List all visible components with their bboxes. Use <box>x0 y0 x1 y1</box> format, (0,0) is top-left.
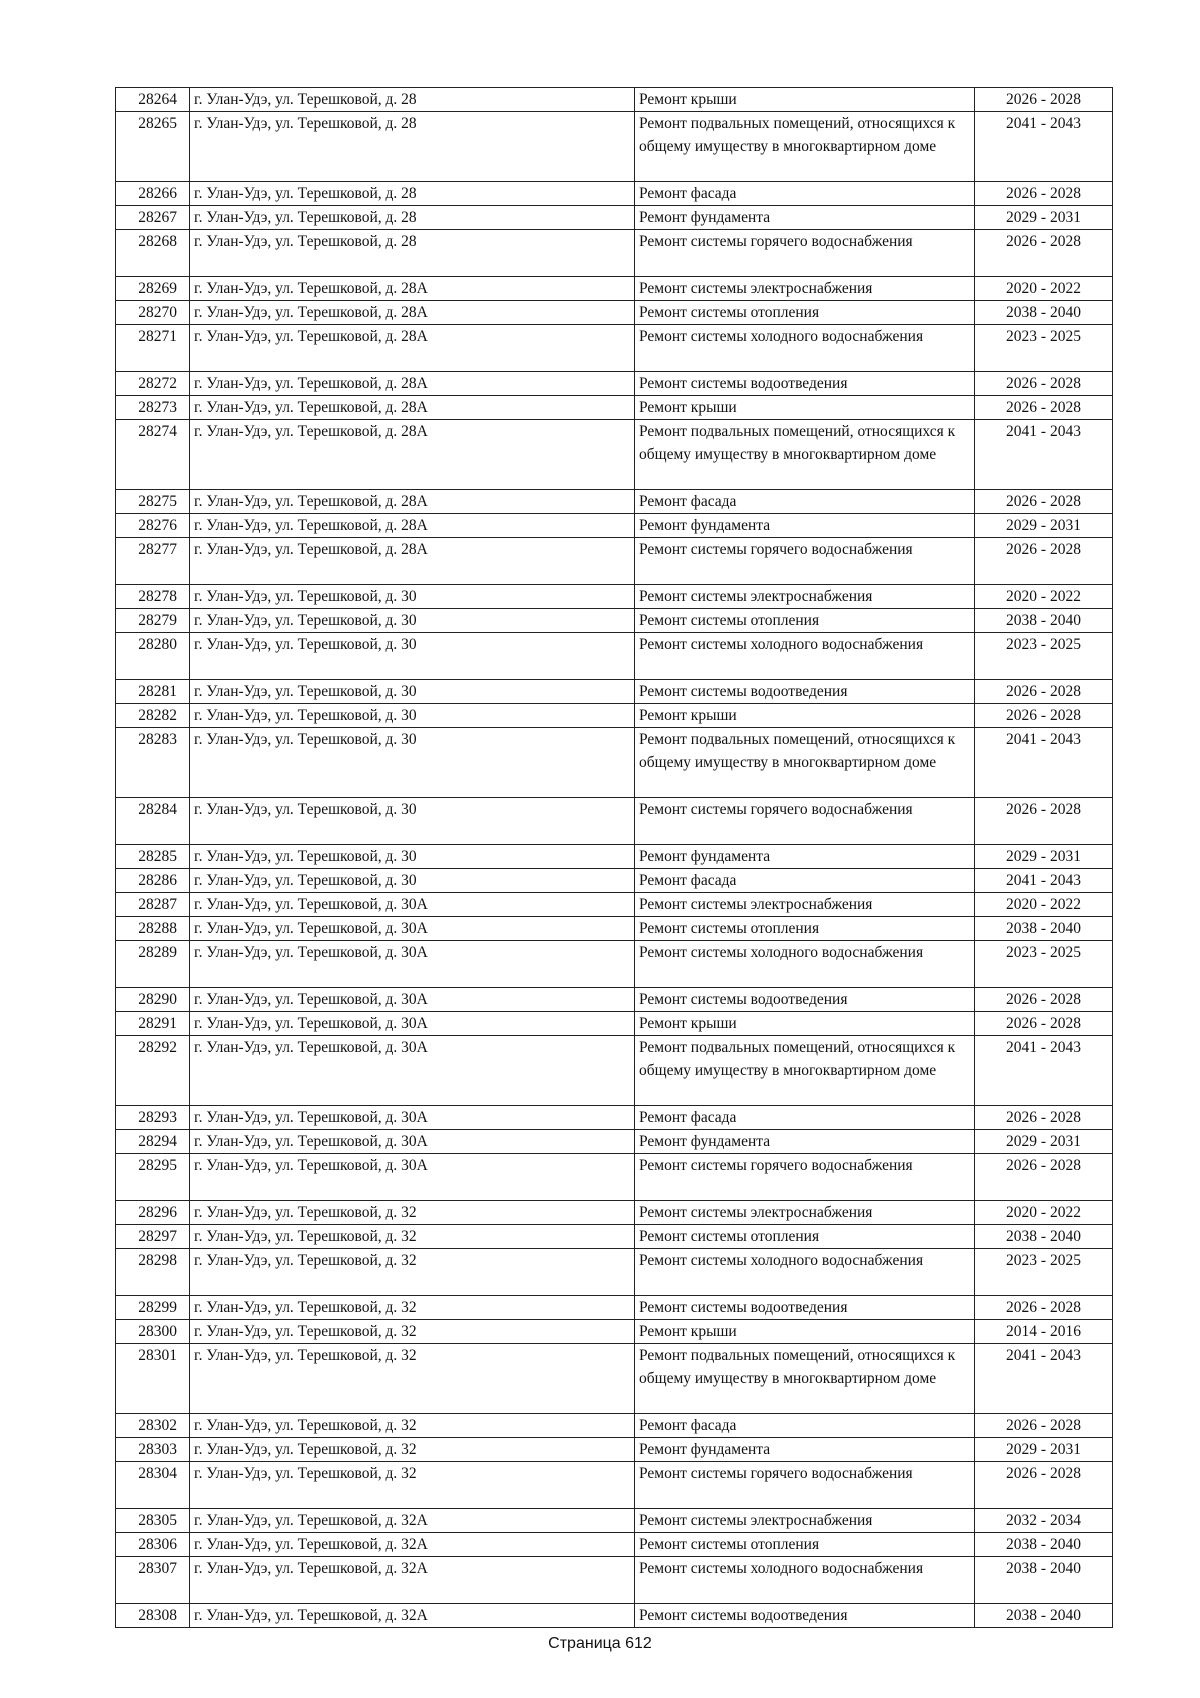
period-cell: 2026 - 2028 <box>975 230 1113 277</box>
address-cell: г. Улан-Удэ, ул. Терешковой, д. 30А <box>190 1154 635 1201</box>
period-cell: 2038 - 2040 <box>975 1533 1113 1557</box>
period-cell: 2026 - 2028 <box>975 182 1113 206</box>
work-type-cell: Ремонт системы отопления <box>635 609 975 633</box>
table-row <box>116 1438 1113 1462</box>
period-cell: 2014 - 2016 <box>975 1320 1113 1344</box>
work-type-cell: Ремонт системы горячего водоснабжения <box>635 1462 975 1509</box>
table-row <box>116 704 1113 728</box>
row-number-cell: 28296 <box>116 1201 190 1225</box>
address-cell: г. Улан-Удэ, ул. Терешковой, д. 30 <box>190 728 635 798</box>
row-number-cell: 28275 <box>116 490 190 514</box>
address-cell: г. Улан-Удэ, ул. Терешковой, д. 30 <box>190 585 635 609</box>
work-type-cell: Ремонт системы электроснабжения <box>635 277 975 301</box>
address-cell: г. Улан-Удэ, ул. Терешковой, д. 30 <box>190 798 635 845</box>
period-cell: 2041 - 2043 <box>975 869 1113 893</box>
period-cell: 2026 - 2028 <box>975 88 1113 112</box>
period-cell: 2029 - 2031 <box>975 845 1113 869</box>
table-row <box>116 1320 1113 1344</box>
work-type-cell: Ремонт подвальных помещений, относящихся к общему имуществу в многоквартирном доме <box>635 728 975 798</box>
period-cell: 2038 - 2040 <box>975 1604 1113 1628</box>
row-number-cell: 28303 <box>116 1438 190 1462</box>
row-number-cell: 28280 <box>116 633 190 680</box>
period-cell: 2041 - 2043 <box>975 420 1113 490</box>
table-row <box>116 845 1113 869</box>
work-type-cell: Ремонт фасада <box>635 1414 975 1438</box>
row-number-cell: 28290 <box>116 988 190 1012</box>
table-row <box>116 1557 1113 1604</box>
page-number: Страница 612 <box>548 1635 652 1652</box>
row-number-cell: 28283 <box>116 728 190 798</box>
work-type-cell: Ремонт крыши <box>635 1012 975 1036</box>
address-cell: г. Улан-Удэ, ул. Терешковой, д. 32 <box>190 1462 635 1509</box>
period-cell: 2038 - 2040 <box>975 301 1113 325</box>
table-row <box>116 420 1113 490</box>
work-type-cell: Ремонт системы электроснабжения <box>635 1509 975 1533</box>
table-row <box>116 1036 1113 1106</box>
work-type-cell: Ремонт системы отопления <box>635 1533 975 1557</box>
table-row <box>116 1130 1113 1154</box>
period-cell: 2026 - 2028 <box>975 1462 1113 1509</box>
address-cell: г. Улан-Удэ, ул. Терешковой, д. 28А <box>190 420 635 490</box>
table-row <box>116 869 1113 893</box>
row-number-cell: 28268 <box>116 230 190 277</box>
work-type-cell: Ремонт системы водоотведения <box>635 1604 975 1628</box>
address-cell: г. Улан-Удэ, ул. Терешковой, д. 32 <box>190 1414 635 1438</box>
row-number-cell: 28284 <box>116 798 190 845</box>
work-type-cell: Ремонт фундамента <box>635 845 975 869</box>
work-type-cell: Ремонт системы горячего водоснабжения <box>635 798 975 845</box>
work-type-cell: Ремонт фасада <box>635 1106 975 1130</box>
address-cell: г. Улан-Удэ, ул. Терешковой, д. 30А <box>190 1130 635 1154</box>
period-cell: 2026 - 2028 <box>975 538 1113 585</box>
row-number-cell: 28276 <box>116 514 190 538</box>
table-row <box>116 1509 1113 1533</box>
table-row <box>116 917 1113 941</box>
work-type-cell: Ремонт системы отопления <box>635 917 975 941</box>
address-cell: г. Улан-Удэ, ул. Терешковой, д. 28А <box>190 372 635 396</box>
period-cell: 2032 - 2034 <box>975 1509 1113 1533</box>
address-cell: г. Улан-Удэ, ул. Терешковой, д. 30А <box>190 893 635 917</box>
table-body <box>116 88 1113 1628</box>
period-cell: 2026 - 2028 <box>975 372 1113 396</box>
work-type-cell: Ремонт системы водоотведения <box>635 372 975 396</box>
table-row <box>116 1106 1113 1130</box>
address-cell: г. Улан-Удэ, ул. Терешковой, д. 28 <box>190 230 635 277</box>
table-row <box>116 372 1113 396</box>
work-type-cell: Ремонт системы холодного водоснабжения <box>635 1557 975 1604</box>
row-number-cell: 28264 <box>116 88 190 112</box>
work-type-cell: Ремонт фасада <box>635 182 975 206</box>
period-cell: 2038 - 2040 <box>975 1225 1113 1249</box>
table-row <box>116 1462 1113 1509</box>
row-number-cell: 28271 <box>116 325 190 372</box>
address-cell: г. Улан-Удэ, ул. Терешковой, д. 28 <box>190 88 635 112</box>
work-type-cell: Ремонт системы водоотведения <box>635 988 975 1012</box>
work-type-cell: Ремонт подвальных помещений, относящихся к общему имуществу в многоквартирном доме <box>635 420 975 490</box>
table-row <box>116 538 1113 585</box>
address-cell: г. Улан-Удэ, ул. Терешковой, д. 30А <box>190 1036 635 1106</box>
address-cell: г. Улан-Удэ, ул. Терешковой, д. 30 <box>190 680 635 704</box>
period-cell: 2026 - 2028 <box>975 798 1113 845</box>
period-cell: 2023 - 2025 <box>975 633 1113 680</box>
row-number-cell: 28270 <box>116 301 190 325</box>
table-row <box>116 396 1113 420</box>
period-cell: 2026 - 2028 <box>975 1154 1113 1201</box>
row-number-cell: 28267 <box>116 206 190 230</box>
row-number-cell: 28308 <box>116 1604 190 1628</box>
period-cell: 2026 - 2028 <box>975 704 1113 728</box>
work-type-cell: Ремонт фасада <box>635 490 975 514</box>
work-type-cell: Ремонт крыши <box>635 88 975 112</box>
row-number-cell: 28304 <box>116 1462 190 1509</box>
work-type-cell: Ремонт системы электроснабжения <box>635 585 975 609</box>
work-type-cell: Ремонт фундамента <box>635 206 975 230</box>
address-cell: г. Улан-Удэ, ул. Терешковой, д. 28А <box>190 325 635 372</box>
row-number-cell: 28279 <box>116 609 190 633</box>
period-cell: 2029 - 2031 <box>975 514 1113 538</box>
work-type-cell: Ремонт системы электроснабжения <box>635 893 975 917</box>
address-cell: г. Улан-Удэ, ул. Терешковой, д. 28А <box>190 396 635 420</box>
row-number-cell: 28289 <box>116 941 190 988</box>
work-type-cell: Ремонт системы холодного водоснабжения <box>635 941 975 988</box>
period-cell: 2029 - 2031 <box>975 206 1113 230</box>
period-cell: 2038 - 2040 <box>975 1557 1113 1604</box>
table-row <box>116 609 1113 633</box>
row-number-cell: 28265 <box>116 112 190 182</box>
period-cell: 2023 - 2025 <box>975 325 1113 372</box>
address-cell: г. Улан-Удэ, ул. Терешковой, д. 32А <box>190 1604 635 1628</box>
address-cell: г. Улан-Удэ, ул. Терешковой, д. 28 <box>190 112 635 182</box>
work-type-cell: Ремонт системы горячего водоснабжения <box>635 1154 975 1201</box>
address-cell: г. Улан-Удэ, ул. Терешковой, д. 32 <box>190 1320 635 1344</box>
row-number-cell: 28292 <box>116 1036 190 1106</box>
row-number-cell: 28274 <box>116 420 190 490</box>
address-cell: г. Улан-Удэ, ул. Терешковой, д. 32 <box>190 1225 635 1249</box>
row-number-cell: 28272 <box>116 372 190 396</box>
table-row <box>116 1225 1113 1249</box>
row-number-cell: 28282 <box>116 704 190 728</box>
row-number-cell: 28281 <box>116 680 190 704</box>
table-row <box>116 1344 1113 1414</box>
row-number-cell: 28294 <box>116 1130 190 1154</box>
period-cell: 2041 - 2043 <box>975 728 1113 798</box>
row-number-cell: 28266 <box>116 182 190 206</box>
period-cell: 2020 - 2022 <box>975 1201 1113 1225</box>
period-cell: 2026 - 2028 <box>975 1414 1113 1438</box>
table-row <box>116 1533 1113 1557</box>
address-cell: г. Улан-Удэ, ул. Терешковой, д. 32 <box>190 1249 635 1296</box>
table-row <box>116 514 1113 538</box>
row-number-cell: 28293 <box>116 1106 190 1130</box>
table-row <box>116 230 1113 277</box>
row-number-cell: 28277 <box>116 538 190 585</box>
row-number-cell: 28302 <box>116 1414 190 1438</box>
table-row <box>116 680 1113 704</box>
work-type-cell: Ремонт системы водоотведения <box>635 680 975 704</box>
period-cell: 2020 - 2022 <box>975 277 1113 301</box>
table-row <box>116 206 1113 230</box>
period-cell: 2041 - 2043 <box>975 1344 1113 1414</box>
table-row <box>116 941 1113 988</box>
address-cell: г. Улан-Удэ, ул. Терешковой, д. 32 <box>190 1201 635 1225</box>
table-row <box>116 585 1113 609</box>
work-type-cell: Ремонт системы электроснабжения <box>635 1201 975 1225</box>
row-number-cell: 28295 <box>116 1154 190 1201</box>
row-number-cell: 28300 <box>116 1320 190 1344</box>
work-type-cell: Ремонт системы холодного водоснабжения <box>635 1249 975 1296</box>
address-cell: г. Улан-Удэ, ул. Терешковой, д. 30 <box>190 609 635 633</box>
row-number-cell: 28285 <box>116 845 190 869</box>
row-number-cell: 28286 <box>116 869 190 893</box>
row-number-cell: 28291 <box>116 1012 190 1036</box>
row-number-cell: 28301 <box>116 1344 190 1414</box>
period-cell: 2041 - 2043 <box>975 112 1113 182</box>
work-type-cell: Ремонт системы холодного водоснабжения <box>635 633 975 680</box>
address-cell: г. Улан-Удэ, ул. Терешковой, д. 32 <box>190 1344 635 1414</box>
address-cell: г. Улан-Удэ, ул. Терешковой, д. 32А <box>190 1509 635 1533</box>
table-row <box>116 112 1113 182</box>
row-number-cell: 28273 <box>116 396 190 420</box>
work-type-cell: Ремонт фундамента <box>635 514 975 538</box>
work-type-cell: Ремонт крыши <box>635 1320 975 1344</box>
period-cell: 2026 - 2028 <box>975 1012 1113 1036</box>
period-cell: 2029 - 2031 <box>975 1438 1113 1462</box>
work-type-cell: Ремонт системы водоотведения <box>635 1296 975 1320</box>
table-row <box>116 988 1113 1012</box>
table-row <box>116 1249 1113 1296</box>
work-type-cell: Ремонт системы холодного водоснабжения <box>635 325 975 372</box>
table-row <box>116 798 1113 845</box>
address-cell: г. Улан-Удэ, ул. Терешковой, д. 30А <box>190 941 635 988</box>
period-cell: 2026 - 2028 <box>975 490 1113 514</box>
address-cell: г. Улан-Удэ, ул. Терешковой, д. 30 <box>190 845 635 869</box>
work-type-cell: Ремонт системы отопления <box>635 1225 975 1249</box>
table-row <box>116 301 1113 325</box>
row-number-cell: 28299 <box>116 1296 190 1320</box>
period-cell: 2041 - 2043 <box>975 1036 1113 1106</box>
row-number-cell: 28269 <box>116 277 190 301</box>
period-cell: 2020 - 2022 <box>975 893 1113 917</box>
address-cell: г. Улан-Удэ, ул. Терешковой, д. 28 <box>190 182 635 206</box>
table-row <box>116 490 1113 514</box>
work-type-cell: Ремонт системы горячего водоснабжения <box>635 538 975 585</box>
table-row <box>116 1154 1113 1201</box>
row-number-cell: 28307 <box>116 1557 190 1604</box>
table-row <box>116 728 1113 798</box>
table-row <box>116 88 1113 112</box>
address-cell: г. Улан-Удэ, ул. Терешковой, д. 30 <box>190 704 635 728</box>
table-row <box>116 1201 1113 1225</box>
address-cell: г. Улан-Удэ, ул. Терешковой, д. 28А <box>190 277 635 301</box>
table-row <box>116 1296 1113 1320</box>
work-type-cell: Ремонт крыши <box>635 704 975 728</box>
address-cell: г. Улан-Удэ, ул. Терешковой, д. 32 <box>190 1296 635 1320</box>
row-number-cell: 28306 <box>116 1533 190 1557</box>
work-type-cell: Ремонт фундамента <box>635 1438 975 1462</box>
period-cell: 2038 - 2040 <box>975 917 1113 941</box>
period-cell: 2023 - 2025 <box>975 941 1113 988</box>
row-number-cell: 28288 <box>116 917 190 941</box>
address-cell: г. Улан-Удэ, ул. Терешковой, д. 32А <box>190 1557 635 1604</box>
table-row <box>116 325 1113 372</box>
row-number-cell: 28278 <box>116 585 190 609</box>
address-cell: г. Улан-Удэ, ул. Терешковой, д. 28А <box>190 490 635 514</box>
address-cell: г. Улан-Удэ, ул. Терешковой, д. 30А <box>190 1012 635 1036</box>
period-cell: 2026 - 2028 <box>975 1296 1113 1320</box>
period-cell: 2026 - 2028 <box>975 396 1113 420</box>
row-number-cell: 28298 <box>116 1249 190 1296</box>
address-cell: г. Улан-Удэ, ул. Терешковой, д. 30А <box>190 988 635 1012</box>
address-cell: г. Улан-Удэ, ул. Терешковой, д. 30А <box>190 917 635 941</box>
table-row <box>116 893 1113 917</box>
row-number-cell: 28305 <box>116 1509 190 1533</box>
period-cell: 2026 - 2028 <box>975 988 1113 1012</box>
period-cell: 2023 - 2025 <box>975 1249 1113 1296</box>
table-row <box>116 1604 1113 1628</box>
address-cell: г. Улан-Удэ, ул. Терешковой, д. 28А <box>190 538 635 585</box>
period-cell: 2026 - 2028 <box>975 680 1113 704</box>
work-type-cell: Ремонт подвальных помещений, относящихся к общему имуществу в многоквартирном доме <box>635 112 975 182</box>
work-type-cell: Ремонт системы горячего водоснабжения <box>635 230 975 277</box>
period-cell: 2029 - 2031 <box>975 1130 1113 1154</box>
table-row <box>116 633 1113 680</box>
table-row <box>116 182 1113 206</box>
row-number-cell: 28297 <box>116 1225 190 1249</box>
address-cell: г. Улан-Удэ, ул. Терешковой, д. 30 <box>190 869 635 893</box>
work-type-cell: Ремонт крыши <box>635 396 975 420</box>
work-type-cell: Ремонт подвальных помещений, относящихся к общему имуществу в многоквартирном доме <box>635 1036 975 1106</box>
repair-schedule-table <box>115 87 1113 1628</box>
address-cell: г. Улан-Удэ, ул. Терешковой, д. 30 <box>190 633 635 680</box>
work-type-cell: Ремонт фасада <box>635 869 975 893</box>
period-cell: 2026 - 2028 <box>975 1106 1113 1130</box>
table-row <box>116 277 1113 301</box>
address-cell: г. Улан-Удэ, ул. Терешковой, д. 32А <box>190 1533 635 1557</box>
period-cell: 2038 - 2040 <box>975 609 1113 633</box>
work-type-cell: Ремонт системы отопления <box>635 301 975 325</box>
table-row <box>116 1012 1113 1036</box>
table-row <box>116 1414 1113 1438</box>
address-cell: г. Улан-Удэ, ул. Терешковой, д. 30А <box>190 1106 635 1130</box>
address-cell: г. Улан-Удэ, ул. Терешковой, д. 28 <box>190 206 635 230</box>
row-number-cell: 28287 <box>116 893 190 917</box>
work-type-cell: Ремонт подвальных помещений, относящихся к общему имуществу в многоквартирном доме <box>635 1344 975 1414</box>
address-cell: г. Улан-Удэ, ул. Терешковой, д. 32 <box>190 1438 635 1462</box>
address-cell: г. Улан-Удэ, ул. Терешковой, д. 28А <box>190 514 635 538</box>
period-cell: 2020 - 2022 <box>975 585 1113 609</box>
work-type-cell: Ремонт фундамента <box>635 1130 975 1154</box>
address-cell: г. Улан-Удэ, ул. Терешковой, д. 28А <box>190 301 635 325</box>
